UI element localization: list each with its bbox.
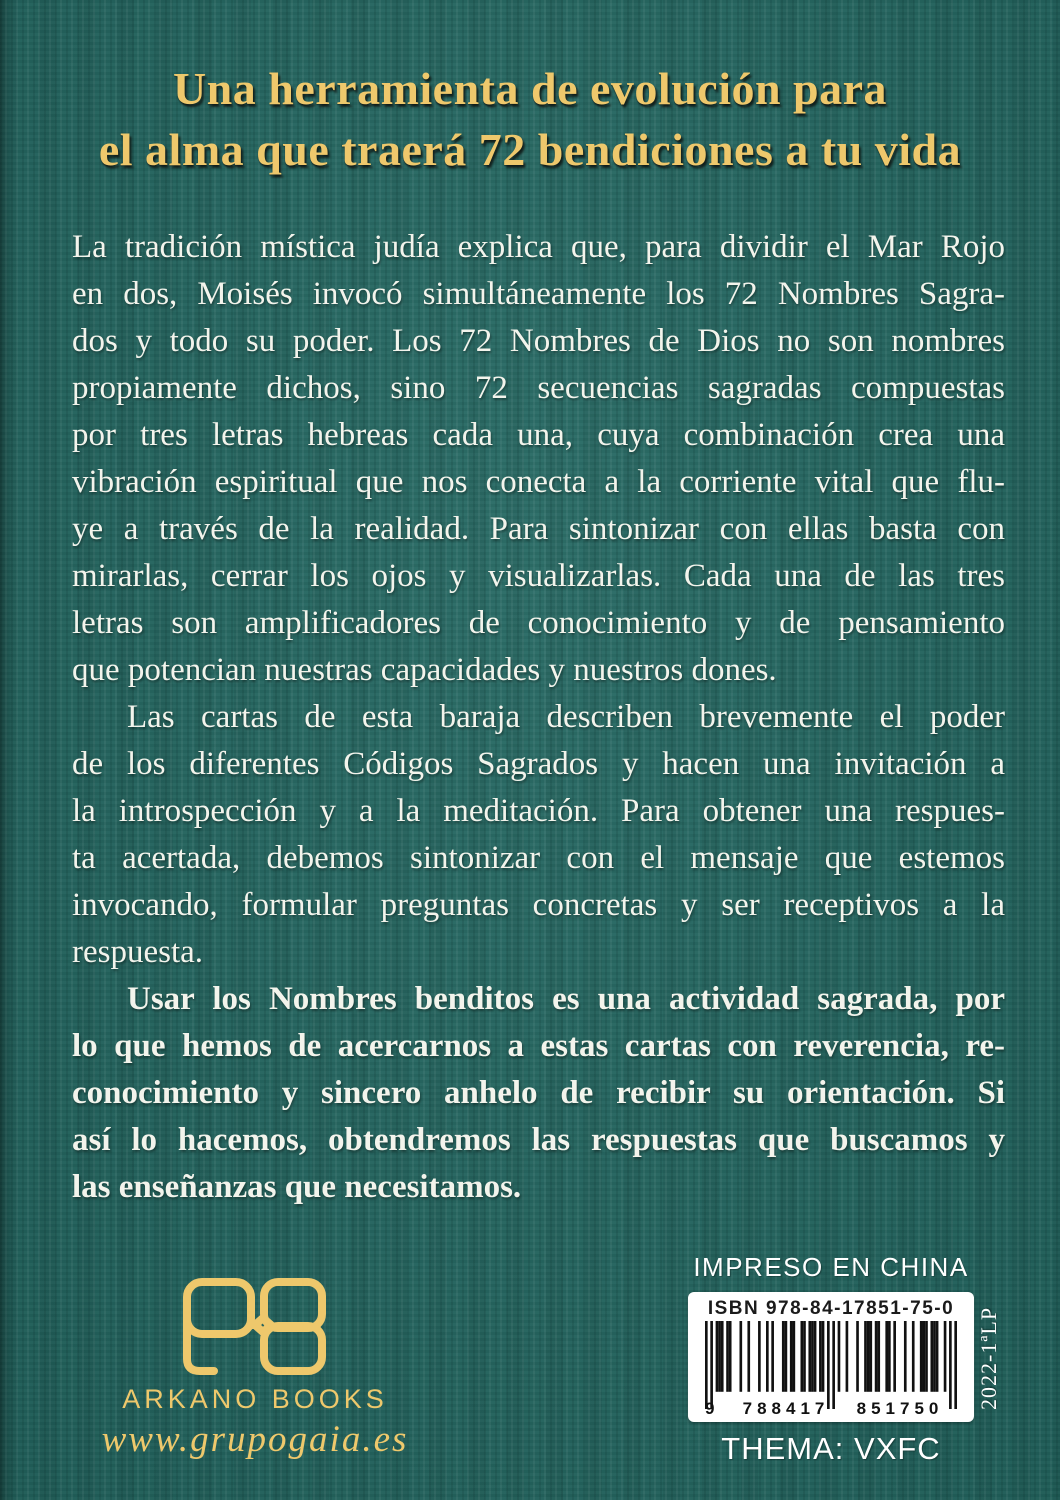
- arkano-books-logo-icon: [180, 1276, 330, 1377]
- publisher-block: [95, 1276, 415, 1461]
- body-line: La tradición mística judía explica que, para dividir el Mar Rojo: [72, 229, 1005, 265]
- body-line: así lo hacemos, obtendremos las respuestas que buscamos y: [72, 1122, 1005, 1158]
- body-line: las enseñanzas que necesitamos.: [72, 1169, 522, 1205]
- publisher-website: www.grupogaia.es: [101, 1419, 409, 1460]
- body-line: Las cartas de esta baraja describen brevemente el poder: [127, 699, 1005, 735]
- body-line: ta acertada, debemos sintonizar con el mensaje que estemos: [72, 840, 1005, 876]
- body-line: en dos, Moisés invocó simultáneamente los 72 Nombres Sagra-: [72, 276, 1005, 312]
- barcode-digit-group: 851750: [856, 1399, 944, 1418]
- body-line: mirarlas, cerrar los ojos y visualizarlas. Cada una de las tres: [72, 558, 1005, 594]
- body-line: ye a través de la realidad. Para sintonizar con ellas basta con: [72, 511, 1005, 547]
- headline-line-1: Una herramienta de evolución para: [172, 63, 888, 114]
- printed-in-label: IMPRESO EN CHINA: [693, 1252, 969, 1282]
- barcode-digit-group: 9: [705, 1399, 715, 1418]
- publisher-name: ARKANO BOOKS: [122, 1384, 388, 1414]
- body-line: que potencian nuestras capacidades y nuestros dones.: [72, 652, 777, 688]
- body-line: lo que hemos de acercarnos a estas cartas con reverencia, re-: [72, 1028, 1005, 1064]
- body-line: la introspección y a la meditación. Para obtener una respues-: [72, 793, 1005, 829]
- body-text: [72, 224, 1005, 1211]
- body-line: respuesta.: [72, 934, 204, 970]
- headline-line-2: el alma que traerá 72 bendiciones a tu vida: [98, 124, 962, 175]
- ean13-barcode-icon: [705, 1321, 957, 1409]
- body-line: dos y todo su poder. Los 72 Nombres de Dios no son nombres: [72, 323, 1005, 359]
- body-line: por tres letras hebreas cada una, cuya combinación crea una: [72, 417, 1005, 453]
- body-line: invocando, formular preguntas concretas y ser receptivos a la: [72, 887, 1005, 923]
- barcode-digit-group: 788417: [742, 1399, 830, 1418]
- print-info-block: [688, 1252, 1001, 1467]
- body-line: conocimiento y sincero anhelo de recibir su orientación. Si: [72, 1075, 1005, 1111]
- edition-code: 2022-1ªLP: [976, 1306, 1001, 1410]
- body-line: de los diferentes Códigos Sagrados y hacen una invitación a: [72, 746, 1005, 782]
- body-line: vibración espiritual que nos conecta a la corriente vital que flu-: [72, 464, 1005, 500]
- barcode-digits: [705, 1399, 957, 1419]
- body-line: propiamente dichos, sino 72 secuencias sagradas compuestas: [72, 370, 1005, 406]
- thema-code-label: THEMA: VXFC: [721, 1431, 941, 1466]
- body-line: letras son amplificadores de conocimiento y de pensamiento: [72, 605, 1005, 641]
- headline: [0, 58, 1060, 180]
- isbn-label: ISBN 978-84-17851-75-0: [707, 1298, 955, 1319]
- barcode-box: [688, 1292, 974, 1422]
- body-line: Usar los Nombres benditos es una actividad sagrada, por: [127, 981, 1005, 1017]
